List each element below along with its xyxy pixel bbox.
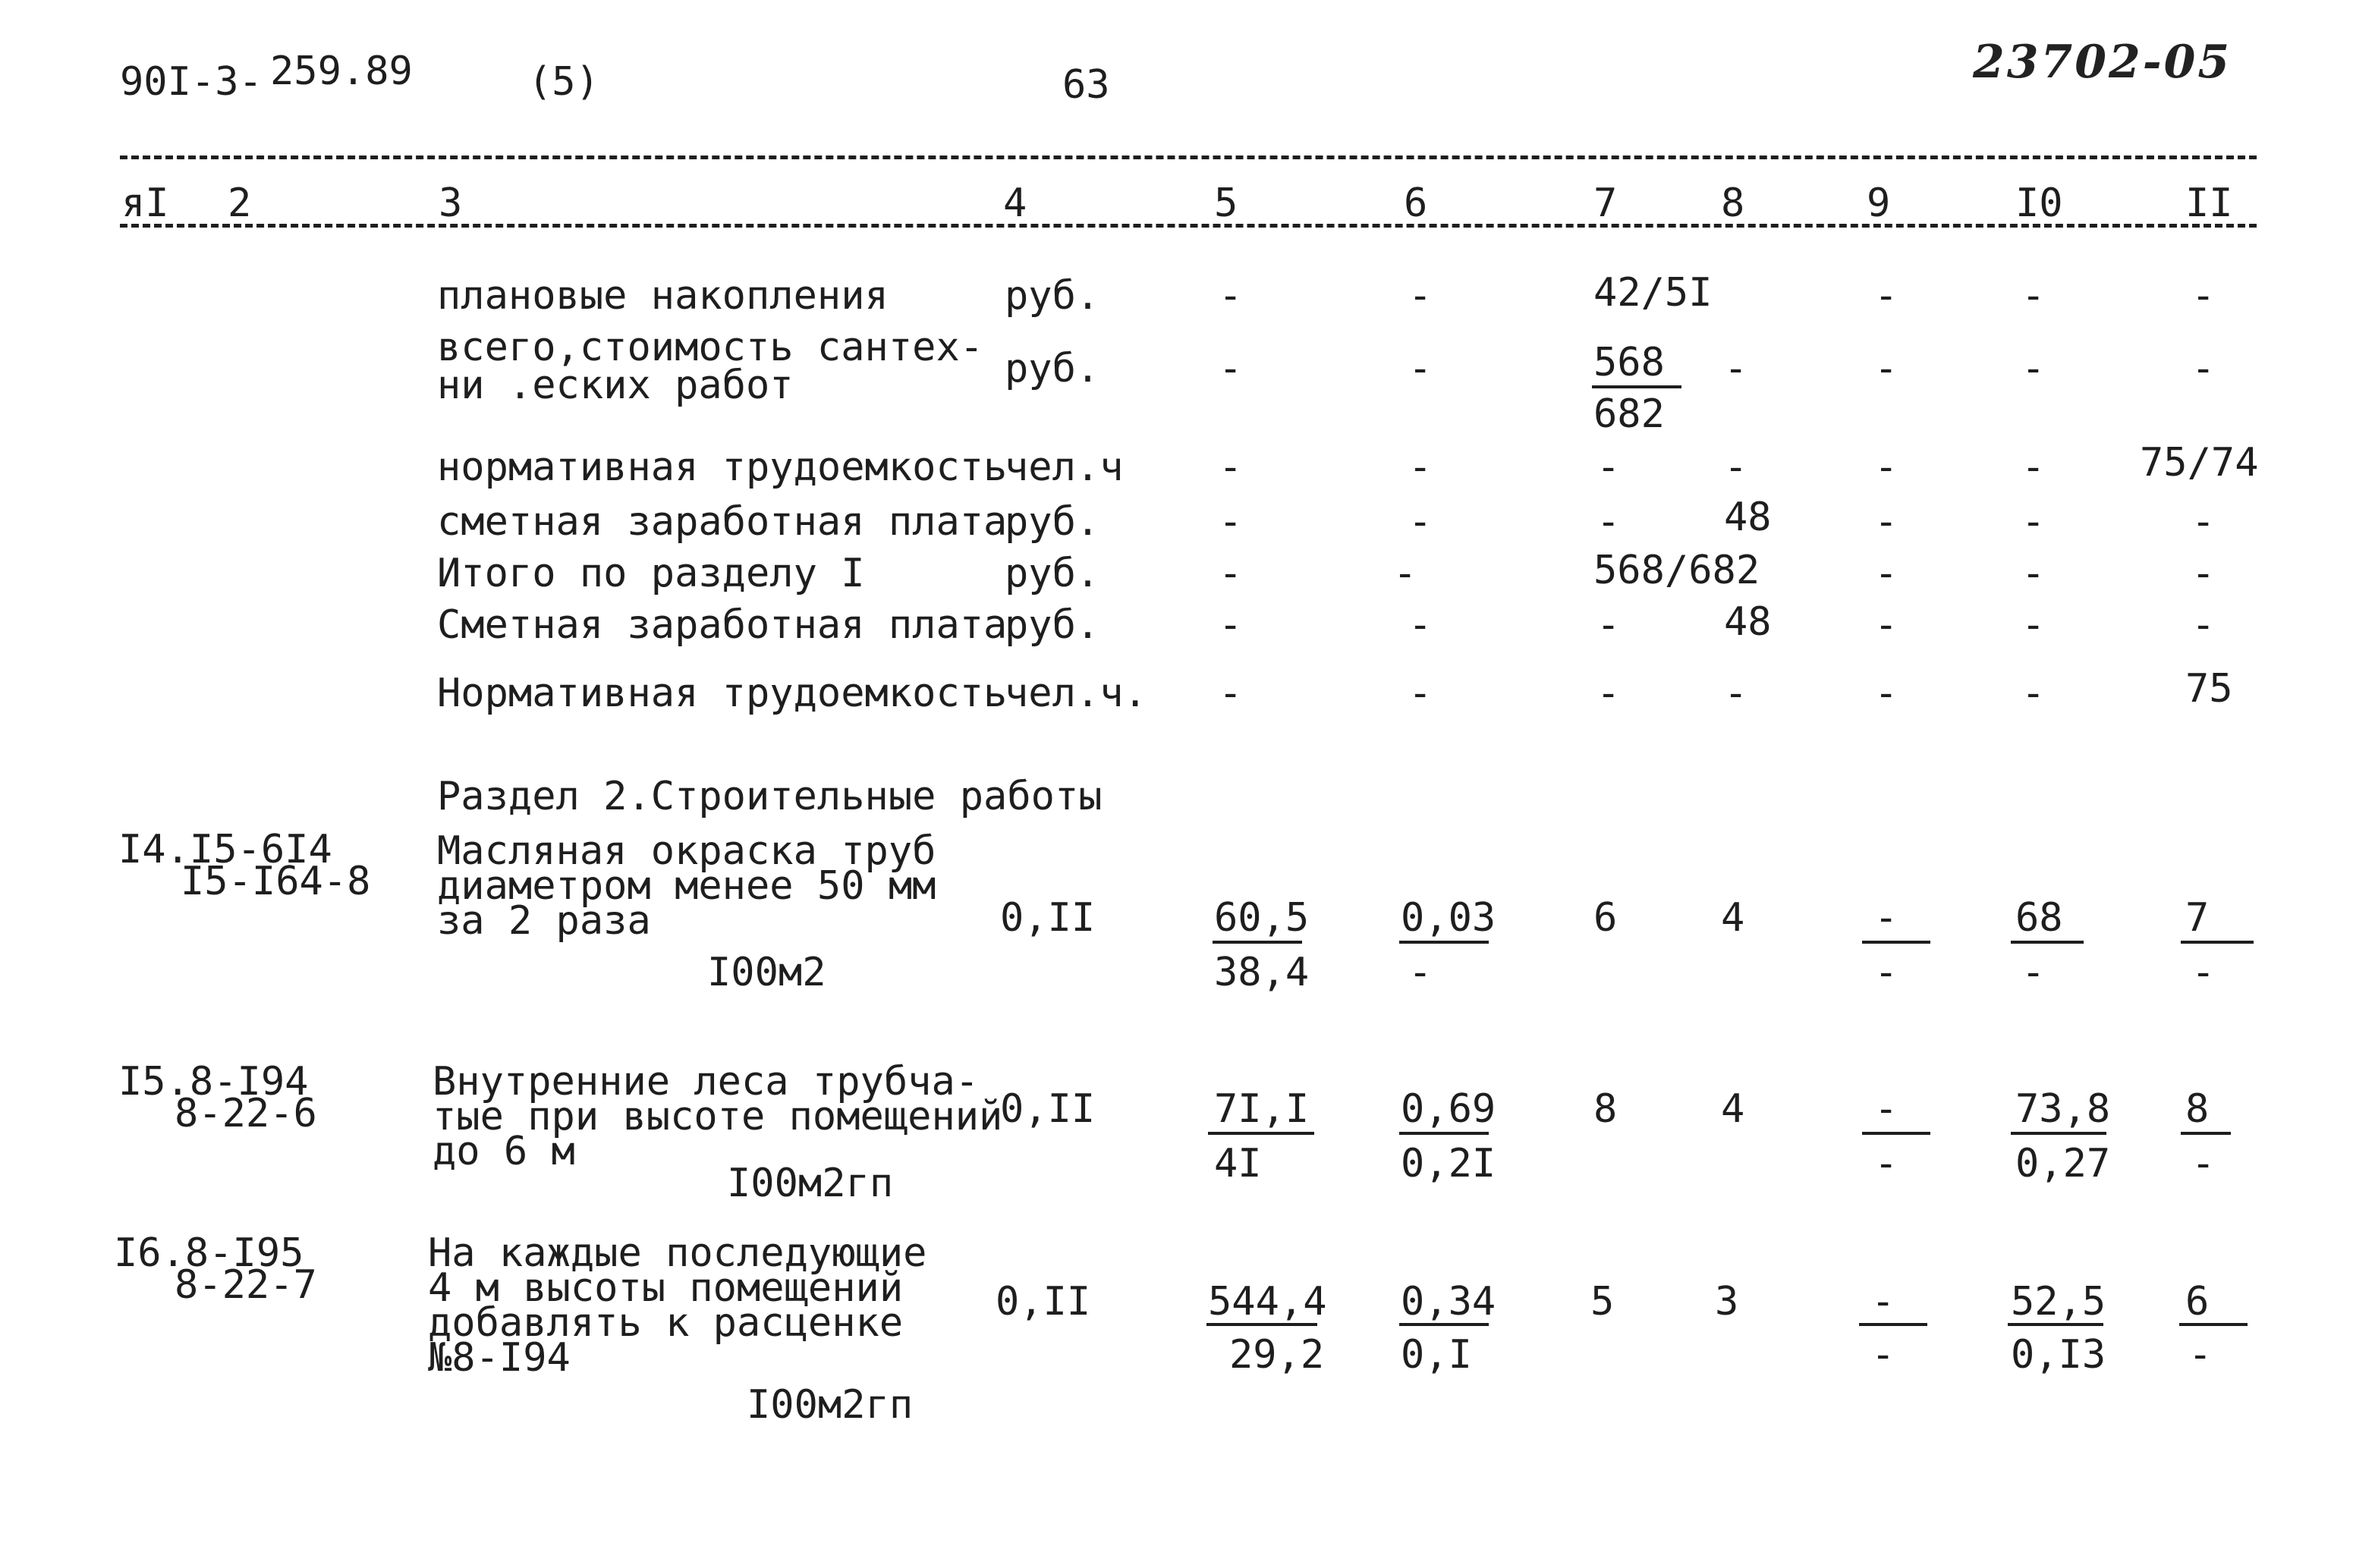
fraction-line	[2181, 1132, 2231, 1135]
cell-c11: -	[2191, 346, 2216, 391]
row-unit: чел.ч	[1005, 445, 1124, 490]
cell-c9: -	[1874, 445, 1898, 490]
item-code: I6.8-I95	[114, 1230, 304, 1276]
cell-c11: 8	[2185, 1086, 2210, 1132]
cell-c7: -	[1596, 499, 1621, 545]
cell-c11: -	[2191, 499, 2216, 545]
fraction-line	[1862, 941, 1930, 944]
fraction-line	[1399, 941, 1489, 944]
cell-c6: -	[1393, 551, 1417, 596]
cell-c10-lower: 0,27	[2015, 1141, 2111, 1186]
cell-c5: -	[1219, 499, 1243, 545]
cell-c6: 0,69	[1401, 1086, 1496, 1132]
item-desc-line: На каждые последующие	[428, 1230, 927, 1276]
cell-c11: -	[2191, 602, 2216, 648]
item-desc-line: Внутренние леса трубча-	[433, 1059, 980, 1105]
item-code: I5.8-I94	[118, 1059, 309, 1105]
cell-c8: -	[1724, 346, 1748, 391]
header-bottom-rule	[120, 224, 2257, 228]
item-code-alt: 8-22-7	[175, 1262, 317, 1308]
cell-c9: -	[1874, 1086, 1898, 1132]
fraction-line	[1213, 941, 1302, 944]
cell-c7: 6	[1593, 895, 1618, 941]
cell-c10: 68	[2015, 895, 2063, 941]
item-code-alt: 8-22-6	[175, 1091, 317, 1136]
column-header-4: 4	[1003, 181, 1027, 226]
cell-c10: 73,8	[2015, 1086, 2111, 1132]
fraction-line	[1399, 1132, 1489, 1135]
cell-c7: 5	[1590, 1279, 1615, 1324]
row-unit: руб.	[1005, 551, 1100, 596]
item-desc-line: за 2 раза	[437, 898, 651, 944]
cell-c11-lower: -	[2191, 950, 2216, 995]
cell-c6: -	[1408, 499, 1433, 545]
item-desc-line: добавлять к расценке	[428, 1300, 904, 1346]
cell-c9: -	[1874, 346, 1898, 391]
cell-c9: -	[1874, 551, 1898, 596]
cell-c11: 75/74	[2140, 440, 2259, 485]
cell-c8: 48	[1724, 495, 1772, 540]
column-header-11: II	[2185, 181, 2233, 226]
cell-c10: -	[2021, 499, 2046, 545]
item-desc-line: тые при высоте помещений	[433, 1094, 1003, 1139]
cell-c9: -	[1874, 273, 1898, 319]
column-header-6: 6	[1404, 181, 1428, 226]
row-name-cont: ни .еских работ	[437, 363, 794, 408]
cell-c5: 60,5	[1214, 895, 1310, 941]
doc-number: 259.89	[270, 49, 413, 94]
row-unit: руб.	[1005, 346, 1100, 391]
row-name: Нормативная трудоемкость	[437, 671, 1008, 716]
item-qty: 0,II	[996, 1279, 1091, 1324]
cell-c10-lower: -	[2021, 950, 2046, 995]
row-unit: чел.ч.	[1005, 671, 1147, 716]
cell-c10: -	[2021, 445, 2046, 490]
cell-c9: -	[1874, 671, 1898, 716]
item-unit: I00м2гп	[727, 1161, 894, 1206]
cell-c7: -	[1596, 445, 1621, 490]
fraction-line	[1859, 1323, 1927, 1326]
cell-c6-lower: -	[1408, 950, 1433, 995]
doc-part: (5)	[528, 59, 599, 105]
cell-c7: -	[1596, 602, 1621, 648]
fraction-line	[1862, 1132, 1930, 1135]
fraction-line	[2011, 1132, 2106, 1135]
row-name: сметная заработная плата	[437, 499, 1008, 545]
fraction-line	[1206, 1323, 1317, 1326]
cell-c9-lower: -	[1874, 950, 1898, 995]
cell-c6: -	[1408, 671, 1433, 716]
item-unit: I00м2гп	[747, 1382, 914, 1428]
cell-c11: 6	[2185, 1279, 2210, 1324]
column-header-5: 5	[1214, 181, 1238, 226]
cell-c6: -	[1408, 273, 1433, 319]
item-desc-line: Масляная окраска труб	[437, 828, 936, 874]
cell-c9: -	[1874, 895, 1898, 941]
cell-c7: -	[1596, 671, 1621, 716]
fraction-line	[2181, 941, 2254, 944]
item-qty: 0,II	[1000, 1086, 1096, 1132]
cell-c11-lower: -	[2191, 1141, 2216, 1186]
cell-c7: 42/5I	[1593, 270, 1713, 316]
archive-stamp: 23702-05	[1973, 36, 2232, 89]
cell-c10: -	[2021, 671, 2046, 716]
fraction-line	[1592, 385, 1681, 388]
header-top-rule	[120, 156, 2257, 159]
item-qty: 0,II	[1000, 895, 1096, 941]
cell-c9: -	[1874, 602, 1898, 648]
cell-c11: -	[2191, 551, 2216, 596]
fraction-line	[1208, 1132, 1314, 1135]
item-code-alt: I5-I64-8	[181, 859, 371, 904]
cell-c10: -	[2021, 273, 2046, 319]
cell-c9-lower: -	[1874, 1141, 1898, 1186]
cell-c8: -	[1724, 671, 1748, 716]
cell-c10: -	[2021, 602, 2046, 648]
row-name: нормативная трудоемкость	[437, 445, 1008, 490]
item-desc-line: №8-I94	[428, 1335, 571, 1381]
cell-c9-lower: -	[1871, 1332, 1895, 1378]
cell-c6: 0,34	[1401, 1279, 1496, 1324]
cell-c8: 4	[1721, 895, 1745, 941]
row-unit: руб.	[1005, 499, 1100, 545]
cell-c7: 8	[1593, 1086, 1618, 1132]
cell-c8: 3	[1715, 1279, 1739, 1324]
cell-c7: 568	[1593, 340, 1665, 385]
item-desc-line: до 6 м	[433, 1129, 575, 1174]
row-name: Итого по разделу I	[437, 551, 865, 596]
column-header-9: 9	[1867, 181, 1891, 226]
row-name: Сметная заработная плата	[437, 602, 1008, 648]
cell-c6: -	[1408, 602, 1433, 648]
cell-c11: 7	[2185, 895, 2210, 941]
fraction-line	[2179, 1323, 2248, 1326]
doc-code: 90I-3-	[120, 59, 263, 105]
item-unit: I00м2	[707, 950, 826, 995]
column-header-3: 3	[439, 181, 463, 226]
cell-c11: 75	[2185, 666, 2233, 712]
cell-c11-lower: -	[2188, 1332, 2213, 1378]
item-code: I4.I5-6I4	[118, 827, 332, 872]
cell-c5: 7I,I	[1214, 1086, 1310, 1132]
cell-c8: -	[1724, 445, 1748, 490]
section-title: Раздел 2.Строительные работы	[437, 774, 1103, 819]
row-unit: руб.	[1005, 602, 1100, 648]
column-header-8: 8	[1721, 181, 1745, 226]
cell-c10: -	[2021, 346, 2046, 391]
cell-c9: -	[1871, 1279, 1895, 1324]
cell-c5-lower: 29,2	[1229, 1332, 1325, 1378]
cell-c5: -	[1219, 602, 1243, 648]
cell-c6-lower: 0,2I	[1401, 1141, 1496, 1186]
cell-c7: 568/682	[1593, 548, 1760, 593]
cell-c8: 4	[1721, 1086, 1745, 1132]
fraction-line	[2011, 941, 2084, 944]
row-name: всего,стоимость сантех-	[437, 325, 984, 370]
column-header-2: 2	[228, 181, 252, 226]
cell-c6: -	[1408, 445, 1433, 490]
fraction-line	[2008, 1323, 2103, 1326]
cell-c5-lower: 38,4	[1214, 950, 1310, 995]
cell-c5: -	[1219, 551, 1243, 596]
row-unit: руб.	[1005, 273, 1100, 319]
row-name: плановые накопления	[437, 273, 889, 319]
cell-c9: -	[1874, 499, 1898, 545]
cell-c5: -	[1219, 445, 1243, 490]
cell-c5: -	[1219, 671, 1243, 716]
cell-c5: -	[1219, 273, 1243, 319]
cell-c5: 544,4	[1208, 1279, 1327, 1324]
cell-c5-lower: 4I	[1214, 1141, 1262, 1186]
column-header-7: 7	[1593, 181, 1618, 226]
fraction-line	[1399, 1323, 1489, 1326]
cell-c6-lower: 0,I	[1401, 1332, 1472, 1378]
cell-c5: -	[1219, 346, 1243, 391]
cell-c10: 52,5	[2011, 1279, 2106, 1324]
cell-c6: -	[1408, 346, 1433, 391]
column-header-1: яI	[121, 181, 169, 226]
cell-c11: -	[2191, 273, 2216, 319]
item-desc-line: диаметром менее 50 мм	[437, 863, 936, 909]
cell-c10-lower: 0,I3	[2011, 1332, 2106, 1378]
item-desc-line: 4 м высоты помещений	[428, 1265, 904, 1311]
page-number: 63	[1062, 62, 1110, 108]
cell-c7-lower: 682	[1593, 391, 1665, 437]
column-header-10: I0	[2015, 181, 2063, 226]
cell-c6: 0,03	[1401, 895, 1496, 941]
cell-c8: 48	[1724, 599, 1772, 645]
cell-c10: -	[2021, 551, 2046, 596]
